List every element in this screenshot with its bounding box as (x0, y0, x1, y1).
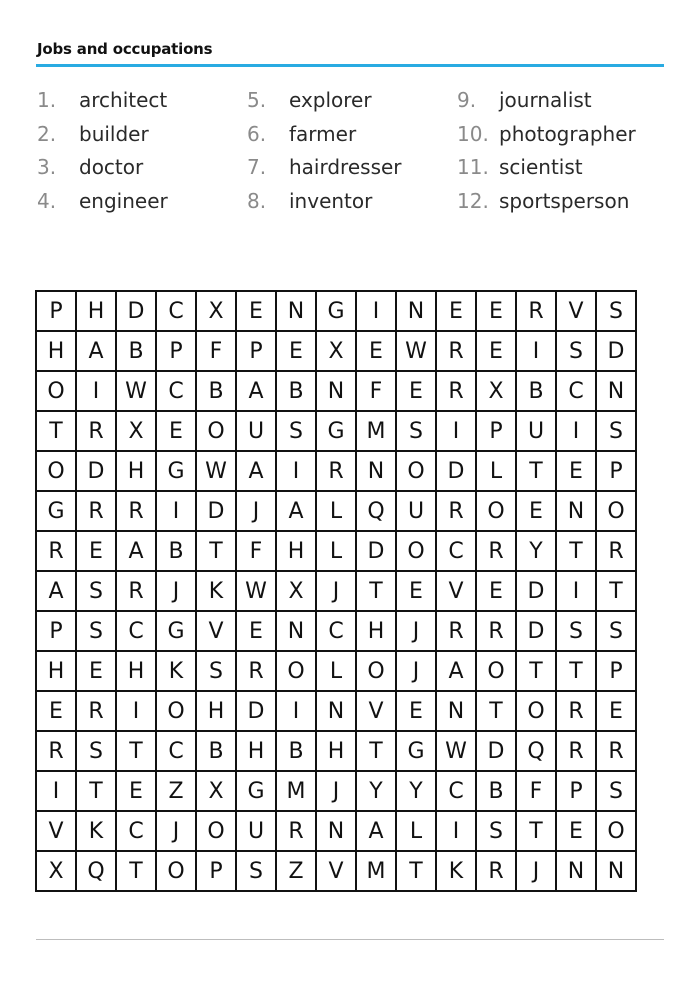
grid-cell[interactable]: W (196, 451, 236, 491)
word-label: explorer (289, 88, 372, 112)
grid-cell[interactable]: V (196, 611, 236, 651)
grid-cell[interactable]: Y (356, 771, 396, 811)
grid-cell[interactable]: N (596, 851, 636, 891)
grid-cell[interactable]: V (316, 851, 356, 891)
grid-cell[interactable]: Z (156, 771, 196, 811)
grid-cell[interactable]: W (116, 371, 156, 411)
grid-cell[interactable]: R (556, 731, 596, 771)
grid-cell[interactable]: U (396, 491, 436, 531)
word-number: 9. (457, 88, 477, 112)
word-list-item (247, 153, 457, 187)
grid-cell[interactable]: N (276, 291, 316, 331)
grid-cell[interactable]: P (476, 411, 516, 451)
grid-cell[interactable]: N (396, 291, 436, 331)
grid-cell[interactable]: C (436, 771, 476, 811)
grid-cell[interactable]: G (36, 491, 76, 531)
word-label: photographer (499, 121, 636, 146)
grid-cell[interactable]: C (156, 371, 196, 411)
grid-cell[interactable]: S (236, 851, 276, 891)
word-number: 4. (37, 188, 57, 213)
grid-cell[interactable]: O (396, 531, 436, 571)
grid-cell[interactable]: T (556, 651, 596, 691)
grid-cell[interactable]: W (236, 571, 276, 611)
grid-row (36, 691, 636, 731)
grid-cell[interactable]: L (316, 651, 356, 691)
grid-cell[interactable]: R (476, 611, 516, 651)
grid-cell[interactable]: S (596, 291, 636, 331)
word-list-item (457, 86, 667, 120)
grid-cell[interactable]: X (196, 771, 236, 811)
grid-cell[interactable]: O (196, 411, 236, 451)
grid-cell[interactable]: I (36, 771, 76, 811)
grid-cell[interactable]: S (596, 611, 636, 651)
grid-cell[interactable]: E (396, 571, 436, 611)
grid-cell[interactable]: Y (516, 531, 556, 571)
grid-cell[interactable]: R (116, 491, 156, 531)
grid-cell[interactable]: P (36, 291, 76, 331)
word-list-item (457, 187, 667, 221)
grid-cell[interactable]: B (156, 531, 196, 571)
grid-cell[interactable]: E (596, 691, 636, 731)
grid-cell[interactable]: Q (356, 491, 396, 531)
grid-cell[interactable]: Y (396, 771, 436, 811)
grid-cell[interactable]: F (356, 371, 396, 411)
grid-cell[interactable]: N (316, 811, 356, 851)
grid-cell[interactable]: H (316, 731, 356, 771)
grid-cell[interactable]: P (196, 851, 236, 891)
grid-cell[interactable]: O (196, 811, 236, 851)
grid-cell[interactable]: E (556, 811, 596, 851)
grid-cell[interactable]: P (156, 331, 196, 371)
grid-cell[interactable]: G (156, 451, 196, 491)
grid-cell[interactable]: E (76, 531, 116, 571)
grid-cell[interactable]: T (356, 731, 396, 771)
grid-cell[interactable]: H (276, 531, 316, 571)
word-list-item (37, 153, 247, 187)
grid-cell[interactable]: O (476, 651, 516, 691)
grid-cell[interactable]: R (516, 291, 556, 331)
grid-cell[interactable]: J (156, 811, 196, 851)
grid-cell[interactable]: J (156, 571, 196, 611)
grid-cell[interactable]: P (236, 331, 276, 371)
grid-cell[interactable]: B (516, 371, 556, 411)
grid-cell[interactable]: L (396, 811, 436, 851)
grid-cell[interactable]: O (396, 451, 436, 491)
grid-cell[interactable]: R (116, 571, 156, 611)
grid-cell[interactable]: B (276, 371, 316, 411)
grid-cell[interactable]: V (556, 291, 596, 331)
grid-cell[interactable]: R (596, 731, 636, 771)
word-number: 7. (247, 155, 267, 179)
grid-cell[interactable]: O (156, 691, 196, 731)
word-list-column-2 (247, 86, 457, 220)
grid-cell[interactable]: O (516, 691, 556, 731)
grid-cell[interactable]: T (516, 651, 556, 691)
grid-row (36, 531, 636, 571)
grid-cell[interactable]: I (156, 491, 196, 531)
grid-cell[interactable]: R (276, 811, 316, 851)
grid-cell[interactable]: K (196, 571, 236, 611)
grid-cell[interactable]: R (476, 531, 516, 571)
grid-cell[interactable]: H (116, 451, 156, 491)
grid-cell[interactable]: D (236, 691, 276, 731)
grid-cell[interactable]: N (596, 371, 636, 411)
word-list-item (37, 187, 247, 221)
word-number: 1. (37, 88, 57, 112)
grid-cell[interactable]: E (236, 291, 276, 331)
grid-cell[interactable]: F (196, 331, 236, 371)
word-list-item (247, 120, 457, 154)
grid-cell[interactable]: E (476, 291, 516, 331)
grid-row (36, 491, 636, 531)
grid-cell[interactable]: T (356, 571, 396, 611)
grid-cell[interactable]: I (436, 811, 476, 851)
grid-cell[interactable]: A (76, 331, 116, 371)
grid-row (36, 571, 636, 611)
grid-cell[interactable]: G (396, 731, 436, 771)
grid-cell[interactable]: M (356, 851, 396, 891)
grid-cell[interactable]: O (36, 371, 76, 411)
grid-cell[interactable]: I (356, 291, 396, 331)
grid-cell[interactable]: H (356, 611, 396, 651)
grid-cell[interactable]: W (436, 731, 476, 771)
grid-cell[interactable]: C (316, 611, 356, 651)
grid-cell[interactable]: N (356, 451, 396, 491)
grid-cell[interactable]: A (36, 571, 76, 611)
grid-cell[interactable]: J (236, 491, 276, 531)
grid-cell[interactable]: N (316, 371, 356, 411)
grid-cell[interactable]: B (196, 731, 236, 771)
word-label: sportsperson (499, 188, 630, 213)
grid-cell[interactable]: N (276, 611, 316, 651)
grid-cell[interactable]: J (396, 611, 436, 651)
grid-cell[interactable]: H (36, 331, 76, 371)
grid-cell[interactable]: N (556, 491, 596, 531)
grid-cell[interactable]: T (396, 851, 436, 891)
grid-cell[interactable]: H (236, 731, 276, 771)
grid-cell[interactable]: G (156, 611, 196, 651)
grid-cell[interactable]: R (316, 451, 356, 491)
grid-cell[interactable]: T (196, 531, 236, 571)
footer-divider (36, 939, 664, 940)
grid-cell[interactable]: R (76, 411, 116, 451)
grid-cell[interactable]: P (596, 651, 636, 691)
word-label: farmer (289, 121, 357, 146)
word-search-grid (35, 290, 637, 892)
grid-cell[interactable]: U (516, 411, 556, 451)
word-list-item (37, 120, 247, 154)
word-number: 11. (457, 155, 489, 179)
grid-cell[interactable]: F (236, 531, 276, 571)
grid-cell[interactable]: E (436, 291, 476, 331)
grid-cell[interactable]: R (436, 611, 476, 651)
grid-cell[interactable]: I (116, 691, 156, 731)
grid-cell[interactable]: E (396, 371, 436, 411)
grid-row (36, 731, 636, 771)
grid-cell[interactable]: T (76, 771, 116, 811)
grid-cell[interactable]: E (556, 451, 596, 491)
word-list (37, 86, 677, 222)
grid-cell[interactable]: E (76, 651, 116, 691)
word-label: doctor (79, 155, 144, 179)
grid-cell[interactable]: N (556, 851, 596, 891)
grid-cell[interactable]: O (476, 491, 516, 531)
grid-cell[interactable]: S (476, 811, 516, 851)
grid-cell[interactable]: O (276, 651, 316, 691)
grid-cell[interactable]: T (596, 571, 636, 611)
word-label: builder (79, 121, 149, 146)
grid-cell[interactable]: E (236, 611, 276, 651)
word-label: architect (79, 88, 168, 112)
grid-cell[interactable]: T (516, 811, 556, 851)
word-list-column-1 (37, 86, 247, 220)
grid-cell[interactable]: X (316, 331, 356, 371)
grid-cell[interactable]: D (596, 331, 636, 371)
grid-cell[interactable]: E (476, 571, 516, 611)
grid-cell[interactable]: G (316, 411, 356, 451)
grid-cell[interactable]: T (36, 411, 76, 451)
grid-cell[interactable]: A (436, 651, 476, 691)
grid-cell[interactable]: J (396, 651, 436, 691)
grid-cell[interactable]: R (76, 691, 116, 731)
grid-cell[interactable]: V (436, 571, 476, 611)
grid-cell[interactable]: R (436, 491, 476, 531)
word-list-item (37, 86, 247, 120)
grid-cell[interactable]: E (396, 691, 436, 731)
grid-cell[interactable]: I (436, 411, 476, 451)
grid-cell[interactable]: I (556, 411, 596, 451)
grid-cell[interactable]: R (76, 491, 116, 531)
grid-cell[interactable]: H (36, 651, 76, 691)
grid-cell[interactable]: X (116, 411, 156, 451)
grid-cell[interactable]: A (276, 491, 316, 531)
grid-cell[interactable]: U (236, 811, 276, 851)
grid-cell[interactable]: L (476, 451, 516, 491)
grid-cell[interactable]: B (116, 331, 156, 371)
word-label: hairdresser (289, 155, 402, 179)
grid-cell[interactable]: I (76, 371, 116, 411)
grid-cell[interactable]: E (156, 411, 196, 451)
grid-cell[interactable]: R (36, 531, 76, 571)
word-list-item (247, 86, 457, 120)
grid-cell[interactable]: C (116, 811, 156, 851)
grid-cell[interactable]: Q (516, 731, 556, 771)
grid-cell[interactable]: R (596, 531, 636, 571)
word-number: 2. (37, 121, 57, 146)
grid-cell[interactable]: T (556, 531, 596, 571)
title-underline (36, 64, 664, 67)
word-number: 5. (247, 88, 267, 112)
grid-cell[interactable]: E (476, 331, 516, 371)
grid-cell[interactable]: U (236, 411, 276, 451)
grid-cell[interactable]: R (556, 691, 596, 731)
grid-cell[interactable]: B (276, 731, 316, 771)
grid-cell[interactable]: T (116, 731, 156, 771)
grid-cell[interactable]: Q (76, 851, 116, 891)
grid-cell[interactable]: R (476, 851, 516, 891)
grid-cell[interactable]: G (316, 291, 356, 331)
grid-cell[interactable]: J (316, 571, 356, 611)
grid-cell[interactable]: X (476, 371, 516, 411)
grid-cell[interactable]: D (116, 291, 156, 331)
grid-cell[interactable]: S (596, 411, 636, 451)
grid-cell[interactable]: L (316, 491, 356, 531)
grid-cell[interactable]: J (316, 771, 356, 811)
grid-cell[interactable]: C (556, 371, 596, 411)
grid-cell[interactable]: Z (276, 851, 316, 891)
word-number: 10. (457, 121, 489, 146)
grid-row (36, 851, 636, 891)
grid-cell[interactable]: D (516, 611, 556, 651)
grid-row (36, 651, 636, 691)
grid-cell[interactable]: V (356, 691, 396, 731)
grid-cell[interactable]: O (596, 491, 636, 531)
grid-cell[interactable]: L (316, 531, 356, 571)
grid-cell[interactable]: C (436, 531, 476, 571)
grid-cell[interactable]: G (236, 771, 276, 811)
word-number: 6. (247, 121, 267, 146)
word-list-item (247, 187, 457, 221)
page-title: Jobs and occupations (37, 40, 213, 58)
grid-cell[interactable]: R (36, 731, 76, 771)
grid-cell[interactable]: S (596, 771, 636, 811)
grid-cell[interactable]: R (436, 371, 476, 411)
grid-cell[interactable]: P (556, 771, 596, 811)
grid-cell[interactable]: S (556, 611, 596, 651)
grid-row (36, 451, 636, 491)
grid-cell[interactable]: A (236, 371, 276, 411)
grid-cell[interactable]: F (516, 771, 556, 811)
grid-cell[interactable]: E (516, 491, 556, 531)
word-number: 3. (37, 155, 57, 179)
grid-cell[interactable]: A (236, 451, 276, 491)
word-label: journalist (499, 88, 592, 112)
grid-cell[interactable]: D (356, 531, 396, 571)
grid-cell[interactable]: T (516, 451, 556, 491)
grid-cell[interactable]: K (436, 851, 476, 891)
word-number: 8. (247, 188, 267, 213)
grid-cell[interactable]: S (396, 411, 436, 451)
word-list-item (457, 153, 667, 187)
grid-cell[interactable]: E (116, 771, 156, 811)
grid-cell[interactable]: A (116, 531, 156, 571)
grid-cell[interactable]: O (156, 851, 196, 891)
word-label: inventor (289, 188, 373, 213)
grid-cell[interactable]: T (116, 851, 156, 891)
grid-cell[interactable]: S (76, 611, 116, 651)
grid-row (36, 611, 636, 651)
grid-cell[interactable]: E (36, 691, 76, 731)
grid-cell[interactable]: O (356, 651, 396, 691)
word-list-item (457, 120, 667, 154)
grid-cell[interactable]: D (516, 571, 556, 611)
grid-cell[interactable]: I (276, 451, 316, 491)
grid-cell[interactable]: O (596, 811, 636, 851)
grid-cell[interactable]: S (76, 571, 116, 611)
grid-row (36, 291, 636, 331)
grid-cell[interactable]: M (356, 411, 396, 451)
grid-cell[interactable]: E (276, 331, 316, 371)
grid-cell[interactable]: E (356, 331, 396, 371)
word-label: scientist (499, 155, 583, 179)
grid-row (36, 771, 636, 811)
grid-cell[interactable]: X (276, 571, 316, 611)
grid-cell[interactable]: K (76, 811, 116, 851)
grid-cell[interactable]: H (76, 291, 116, 331)
grid-cell[interactable]: K (156, 651, 196, 691)
grid-cell[interactable]: N (316, 691, 356, 731)
grid-row (36, 331, 636, 371)
grid-cell[interactable]: R (436, 331, 476, 371)
grid-cell[interactable]: H (116, 651, 156, 691)
word-number: 12. (457, 188, 489, 213)
grid-cell[interactable]: D (436, 451, 476, 491)
grid-cell[interactable]: P (36, 611, 76, 651)
grid-cell[interactable]: I (516, 331, 556, 371)
grid-cell[interactable]: I (276, 691, 316, 731)
grid-cell[interactable]: D (196, 491, 236, 531)
grid-cell[interactable]: S (276, 411, 316, 451)
grid-row (36, 811, 636, 851)
grid-cell[interactable]: C (156, 731, 196, 771)
grid-cell[interactable]: J (516, 851, 556, 891)
grid-cell[interactable]: C (116, 611, 156, 651)
grid-cell[interactable]: S (556, 331, 596, 371)
grid-cell[interactable]: N (436, 691, 476, 731)
grid-cell[interactable]: B (196, 371, 236, 411)
grid-cell[interactable]: O (36, 451, 76, 491)
grid-cell[interactable]: C (156, 291, 196, 331)
grid-cell[interactable]: D (476, 731, 516, 771)
grid-row (36, 411, 636, 451)
grid-cell[interactable]: X (196, 291, 236, 331)
grid-cell[interactable]: H (196, 691, 236, 731)
grid-cell[interactable]: T (476, 691, 516, 731)
grid-cell[interactable]: A (356, 811, 396, 851)
grid-cell[interactable]: R (236, 651, 276, 691)
grid-cell[interactable]: S (76, 731, 116, 771)
grid-cell[interactable]: B (476, 771, 516, 811)
word-list-column-3 (457, 86, 667, 220)
grid-cell[interactable]: I (556, 571, 596, 611)
grid-cell[interactable]: W (396, 331, 436, 371)
grid-cell[interactable]: P (596, 451, 636, 491)
word-label: engineer (79, 188, 168, 213)
grid-cell[interactable]: D (76, 451, 116, 491)
grid-row (36, 371, 636, 411)
grid-cell[interactable]: M (276, 771, 316, 811)
grid-cell[interactable]: X (36, 851, 76, 891)
grid-cell[interactable]: V (36, 811, 76, 851)
grid-cell[interactable]: S (196, 651, 236, 691)
